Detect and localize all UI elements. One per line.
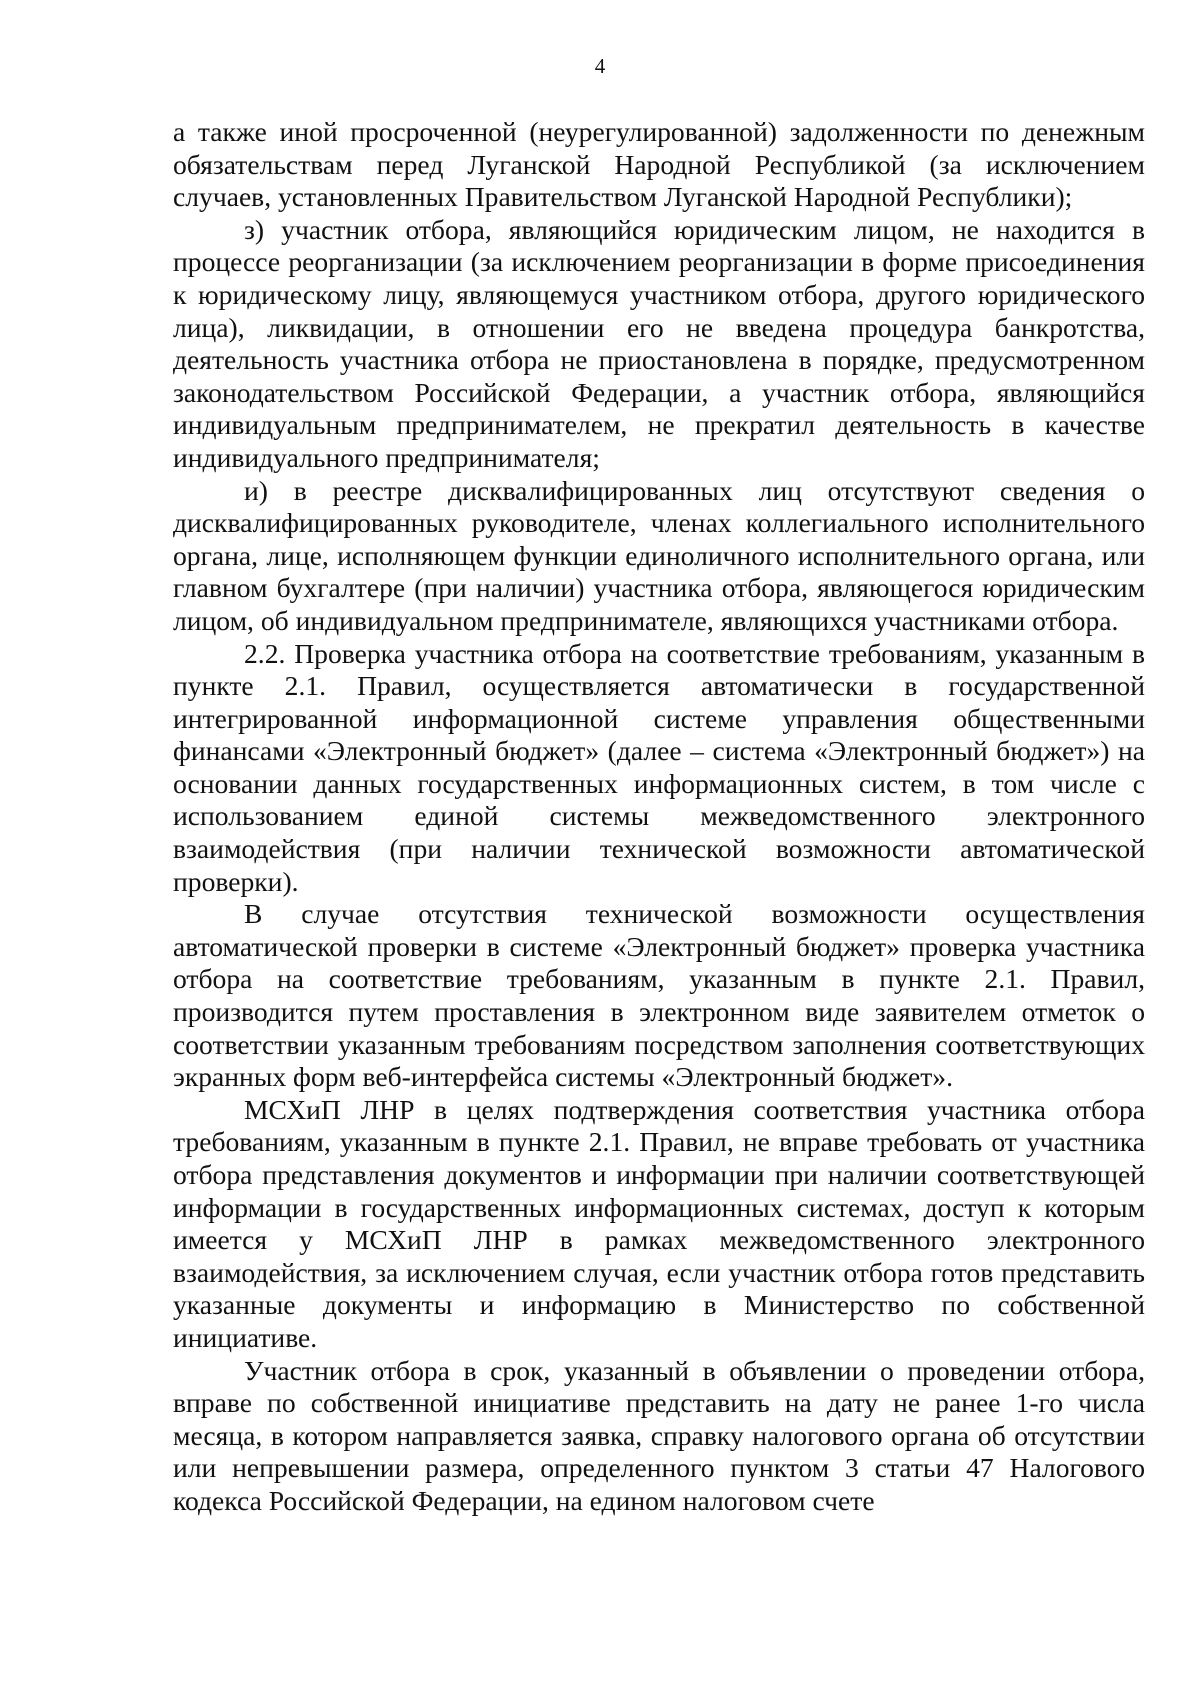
document-body [173,116,1145,1518]
paragraph-tax-certificate: Участник отбора в срок, указанный в объявлении о проведении отбора, вправе по собственной инициативе представить на дату не ранее 1-го числа месяца, в котором направляется заявка, справку налогового органа об отсутствии или непревышении размера, определенного пунктом 3 статьи 47 Налогового кодекса Российской Федерации, на едином налоговом счете [173,1354,1145,1516]
paragraph-item-i-disqualified: и) в реестре дисквалифицированных лиц отсутствуют сведения о дисквалифицированных руководителе, членах коллегиального исполнительного органа, лице, исполняющем функции единоличного исполнительного органа, или главном бухгалтере (при наличии) участника отбора, являющегося юридическим лицом, об индивидуальном предпринимателе, являющихся участниками отбора. [173,474,1145,636]
page-number: 4 [594,54,606,78]
paragraph-ministry-documents: МСХиП ЛНР в целях подтверждения соответствия участника отбора требованиям, указанным в пункте 2.1. Правил, не вправе требовать от участника отбора представления документов и информации при наличии соответствующей информации в государственных информационных системах, доступ к которым имеется у МСХиП ЛНР в рамках межведомственного электронного взаимодействия, за исключением случая, если участник отбора готов представить указанные документы и информацию в Министерство по собственной инициативе. [173,1093,1145,1353]
paragraph-manual-verification: В случае отсутствия технической возможности осуществления автоматической проверки в системе «Электронный бюджет» проверка участника отбора на соответствие требованиям, указанным в пункте 2.1. Правил, производится путем проставления в электронном виде заявителем отметок о соответствии указанным требованиям посредством заполнения соответствующих экранных форм веб-интерфейса системы «Электронный бюджет». [173,898,1145,1093]
paragraph-2-2-verification: 2.2. Проверка участника отбора на соответствие требованиям, указанным в пункте 2.1. Правил, осуществляется автоматически в государственной интегрированной информационной системе управления общественными финансами «Электронный бюджет» (далее – система «Электронный бюджет») на основании данных государственных информационных систем, в том числе с использованием единой системы межведомственного электронного взаимодействия (при наличии технической возможности автоматической проверки). [173,637,1145,897]
paragraph-debt-continuation: а также иной просроченной (неурегулированной) задолженности по денежным обязательствам перед Луганской Народной Республикой (за исключением случаев, установленных Правительством Луганской Народной Республики); [173,116,1145,213]
paragraph-item-z-reorganization: з) участник отбора, являющийся юридическим лицом, не находится в процессе реорганизации (за исключением реорганизации в форме присоединения к юридическому лицу, являющемуся участником отбора, другого юридического лица), ликвидации, в отношении его не введена процедура банкротства, деятельность участника отбора не приостановлена в порядке, предусмотренном законодательством Российской Федерации, а участник отбора, являющийся индивидуальным предпринимателем, не прекратил деятельность в качестве индивидуального предпринимателя; [173,213,1145,473]
